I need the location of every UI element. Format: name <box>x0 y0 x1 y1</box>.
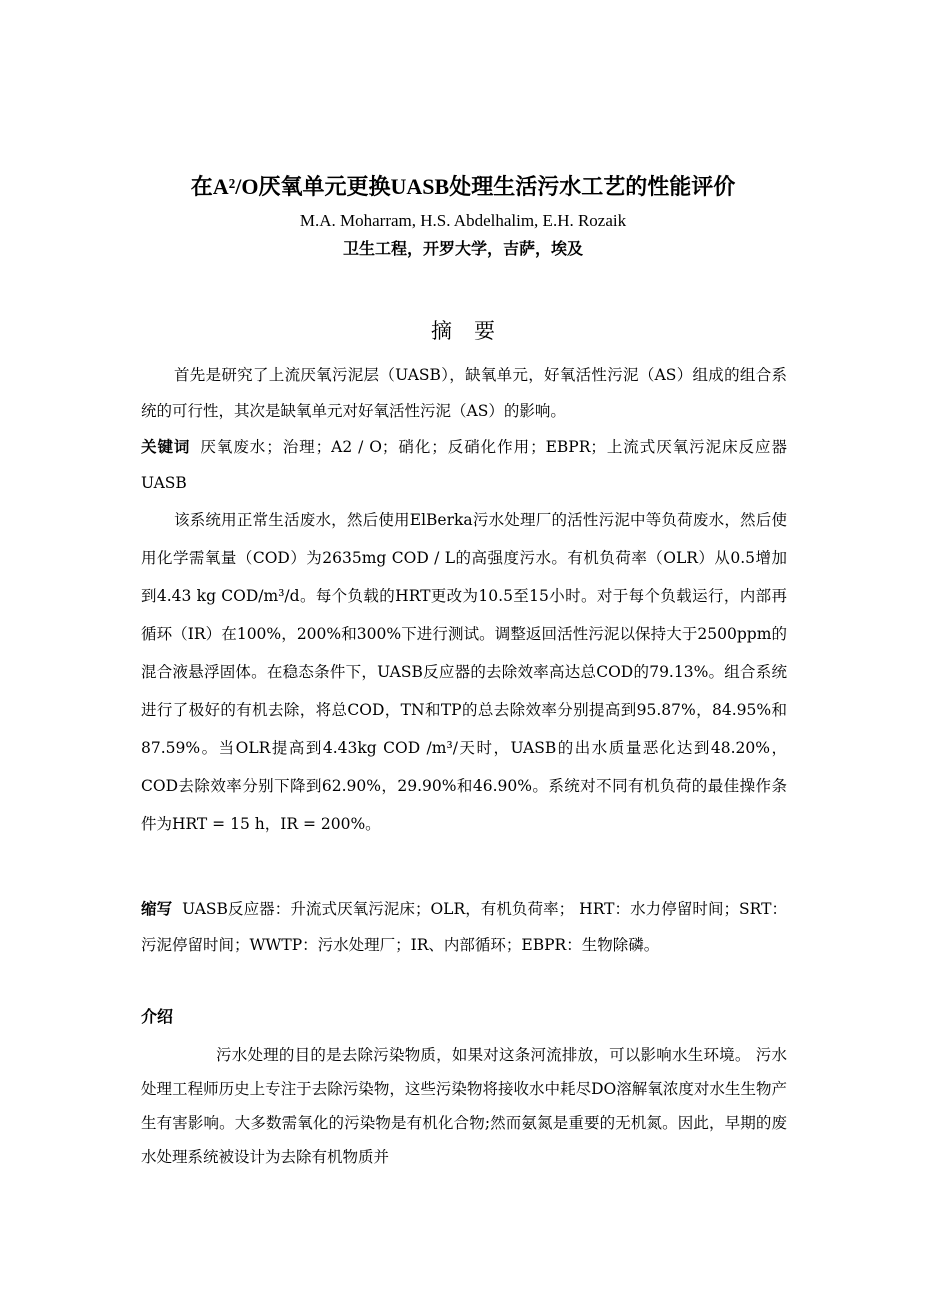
introduction-text: 污水处理的目的是去除污染物质，如果对这条河流排放，可以影响水生环境。 污水处理工程师历史上专注于去除污染物，这些污染物将接收水中耗尽DO溶解氧浓度对水生生物产生有害影响。大多数需氧化的污染物是有机化合物;然而氨氮是重要的无机氮。因此，早期的废水处理系统被设计为去除有机物质并 <box>141 1046 787 1166</box>
keywords-paragraph <box>141 429 787 501</box>
abbreviations-text: UASB反应器：升流式厌氧污泥床；OLR，有机负荷率； HRT：水力停留时间；SRT：污泥停留时间；WWTP：污水处理厂；IR、内部循环；EBPR：生物除磷。 <box>141 900 787 954</box>
paper-title: 在A²/O厌氧单元更换UASB处理生活污水工艺的性能评价 <box>190 174 736 199</box>
abstract-body: 该系统用正常生活废水，然后使用ElBerka污水处理厂的活性污泥中等负荷废水，然后使用化学需氧量（COD）为2635mg COD / L的高强度污水。有机负荷率（OLR）从0.5增加到4.43 kg COD/m³/d。每个负载的HRT更改为10.5至15小时。对于每个负载运行，内部再循环（IR）在100%，200%和300%下进行测试。调整返回活性污泥以保持大于2500ppm的混合液悬浮固体。在稳态条件下，UASB反应器的去除效率高达总COD的79.13%。组合系统进行了极好的有机去除，将总COD，TN和TP的总去除效率分别提高到95.87%，84.95%和87.59%。当OLR提高到4.43kg COD /m³/天时，UASB的出水质量恶化达到48.20%，COD去除效率分别下降到62.90%，29.90%和46.90%。系统对不同有机负荷的最佳操作条件为HRT = 15 h，IR = 200%。 <box>141 511 787 833</box>
abstract-heading: 摘要 <box>431 319 517 343</box>
abbreviations-paragraph <box>141 891 787 963</box>
keywords-text: 厌氧废水；治理；A2 / O；硝化；反硝化作用；EBPR；上流式厌氧污泥床反应器UASB <box>141 438 787 492</box>
abbreviations-label: 缩写 <box>141 900 173 918</box>
abstract-intro: 首先是研究了上流厌氧污泥层（UASB），缺氧单元，好氧活性污泥（AS）组成的组合系统的可行性，其次是缺氧单元对好氧活性污泥（AS）的影响。 <box>141 366 787 420</box>
author-list: M.A. Moharram, H.S. Abdelhalim, E.H. Rozaik <box>299 211 627 230</box>
affiliation: 卫生工程，开罗大学，吉萨，埃及 <box>342 239 583 258</box>
introduction-heading: 介绍 <box>141 1007 174 1026</box>
keywords-label: 关键词 <box>141 438 191 456</box>
